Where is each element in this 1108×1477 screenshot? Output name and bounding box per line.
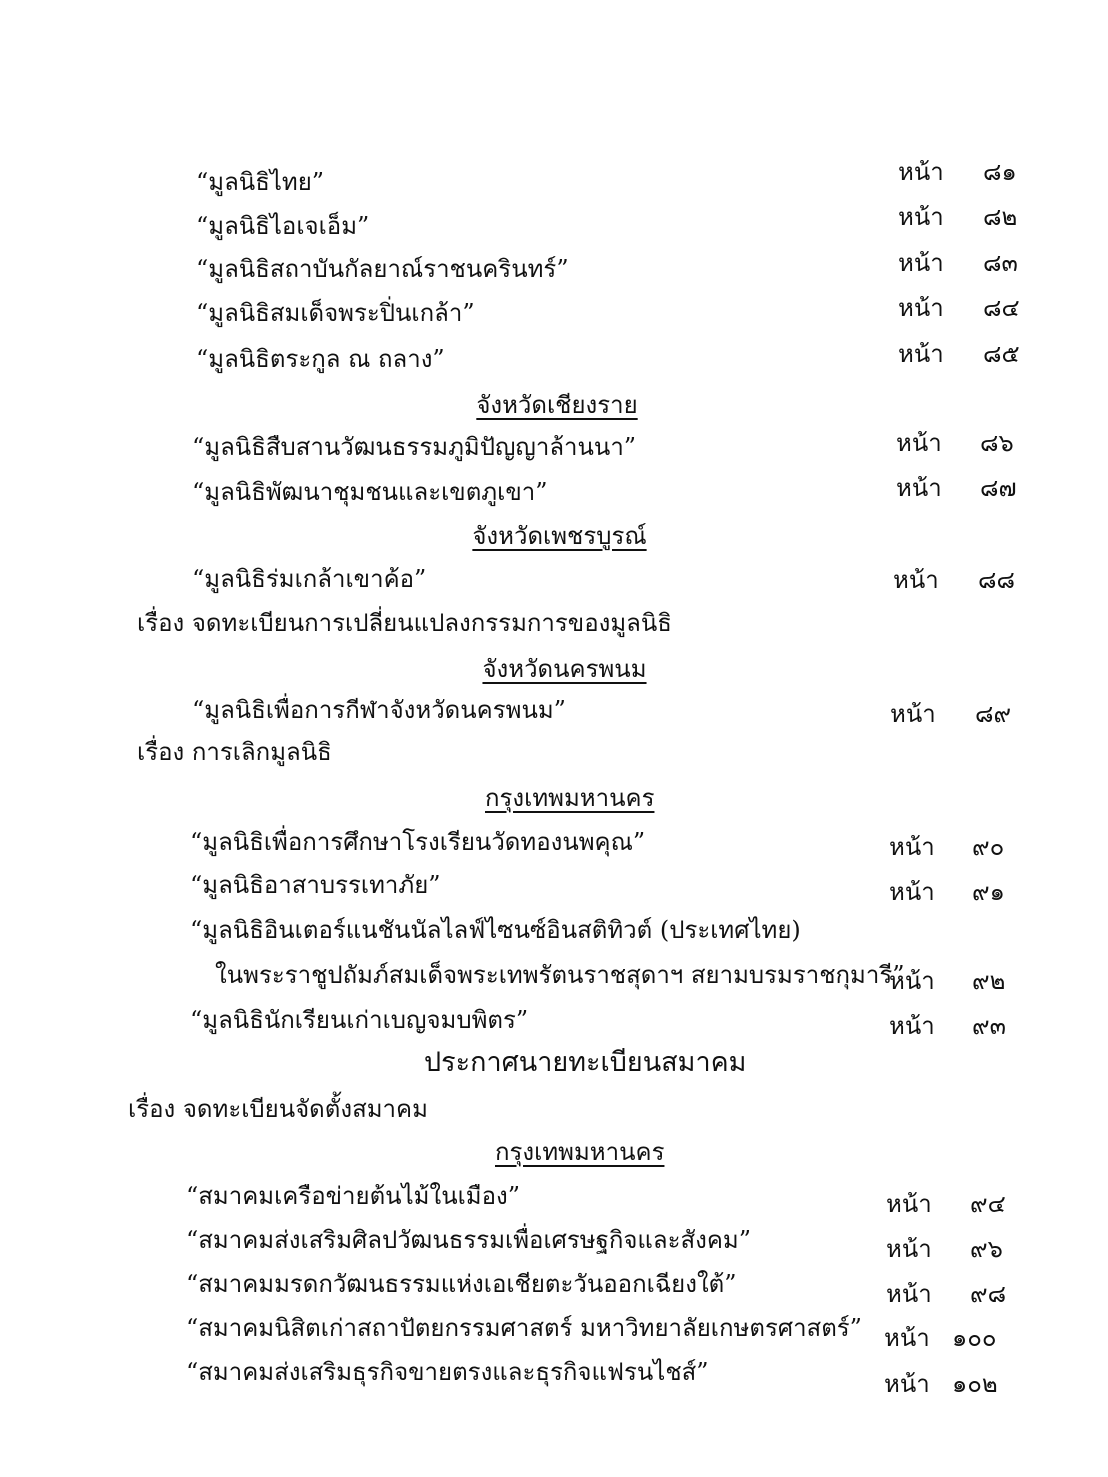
page-number: ๘๑: [983, 158, 1017, 186]
entry-title: “สมาคมนิสิตเก่าสถาปัตยกรรมศาสตร์ มหาวิทยาลัยเกษตรศาสตร์”: [186, 1314, 862, 1342]
page-number: ๙๑: [972, 878, 1005, 906]
page-number: ๙๔: [970, 1190, 1006, 1218]
page-label: หน้า: [898, 249, 944, 277]
section-heading: ประกาศนายทะเบียนสมาคม: [424, 1047, 747, 1078]
entry-title: “มูลนิธิเพื่อการศึกษาโรงเรียนวัดทองนพคุณ”: [190, 828, 646, 856]
page-label: หน้า: [884, 1370, 930, 1398]
subject-line: เรื่อง จดทะเบียนจัดตั้งสมาคม: [128, 1095, 428, 1123]
entry-title: “มูลนิธิอาสาบรรเทาภัย”: [190, 871, 441, 899]
page-number: ๑๐๒: [952, 1370, 998, 1398]
page-label: หน้า: [896, 429, 942, 457]
page-label: หน้า: [886, 1190, 932, 1218]
entry-title: “มูลนิธิสมเด็จพระปิ่นเกล้า”: [196, 299, 475, 327]
page-label: หน้า: [893, 566, 939, 594]
page-number: ๘๖: [980, 429, 1014, 457]
page-label: หน้า: [898, 158, 944, 186]
entry-title: “มูลนิธิสืบสานวัฒนธรรมภูมิปัญญาล้านนา”: [192, 433, 637, 461]
page-number: ๙๐: [972, 833, 1005, 861]
page-number: ๘๗: [980, 474, 1017, 502]
page-label: หน้า: [889, 1012, 935, 1040]
entry-title: “มูลนิธิสถาบันกัลยาณ์ราชนครินทร์”: [196, 255, 569, 283]
page-label: หน้า: [886, 1280, 932, 1308]
page-label: หน้า: [884, 1324, 930, 1352]
page-number: ๙๘: [970, 1280, 1007, 1308]
page-label: หน้า: [898, 203, 944, 231]
page-label: หน้า: [889, 878, 935, 906]
subject-line: เรื่อง จดทะเบียนการเปลี่ยนแปลงกรรมการของมูลนิธิ: [137, 609, 672, 637]
page-label: หน้า: [896, 474, 942, 502]
page-number: ๑๐๐: [952, 1324, 997, 1352]
entry-title: “สมาคมเครือข่ายต้นไม้ในเมือง”: [186, 1182, 521, 1210]
page-number: ๘๒: [983, 203, 1018, 231]
province-heading: กรุงเทพมหานคร: [495, 1138, 665, 1166]
page-label: หน้า: [898, 340, 944, 368]
page-number: ๘๔: [983, 294, 1020, 322]
page-number: ๘๙: [975, 700, 1012, 728]
entry-title: “สมาคมมรดกวัฒนธรรมแห่งเอเชียตะวันออกเฉียงใต้”: [186, 1270, 737, 1298]
page-number: ๙๖: [970, 1235, 1003, 1263]
entry-title: “สมาคมส่งเสริมศิลปวัฒนธรรมเพื่อเศรษฐกิจและสังคม”: [186, 1226, 752, 1254]
page-number: ๘๕: [983, 340, 1020, 368]
page-number: ๙๒: [972, 967, 1006, 995]
entry-title-continued: ในพระราชูปถัมภ์สมเด็จพระเทพรัตนราชสุดาฯ สยามบรมราชกุมารี”: [215, 961, 905, 989]
entry-title: “มูลนิธินักเรียนเก่าเบญจมบพิตร”: [190, 1006, 529, 1034]
province-heading: จังหวัดเชียงราย: [476, 391, 638, 419]
page-number: ๙๓: [972, 1012, 1006, 1040]
entry-title: “สมาคมส่งเสริมธุรกิจขายตรงและธุรกิจแฟรนไชส์”: [186, 1358, 709, 1386]
province-heading: จังหวัดนครพนม: [482, 655, 647, 683]
entry-title: “มูลนิธิเพื่อการกีฬาจังหวัดนครพนม”: [192, 696, 566, 724]
page-label: หน้า: [898, 294, 944, 322]
entry-title: “มูลนิธิไอเจเอ็ม”: [196, 212, 370, 240]
page-label: หน้า: [890, 700, 936, 728]
entry-title: “มูลนิธิพัฒนาชุมชนและเขตภูเขา”: [192, 478, 548, 506]
province-heading: กรุงเทพมหานคร: [485, 784, 655, 812]
page-number: ๘๘: [978, 566, 1016, 594]
page-number: ๘๓: [983, 249, 1018, 277]
page-label: หน้า: [889, 967, 935, 995]
entry-title: “มูลนิธิไทย”: [196, 168, 325, 196]
page-label: หน้า: [886, 1235, 932, 1263]
entry-title: “มูลนิธิอินเตอร์แนชันนัลไลฟ์ไซนซ์อินสติทิวต์ (ประเทศไทย): [190, 916, 801, 944]
entry-title: “มูลนิธิตระกูล ณ ถลาง”: [196, 345, 445, 373]
subject-line: เรื่อง การเลิกมูลนิธิ: [137, 738, 332, 766]
entry-title: “มูลนิธิร่มเกล้าเขาค้อ”: [192, 565, 427, 593]
province-heading: จังหวัดเพชรบูรณ์: [472, 522, 647, 550]
page-label: หน้า: [889, 833, 935, 861]
